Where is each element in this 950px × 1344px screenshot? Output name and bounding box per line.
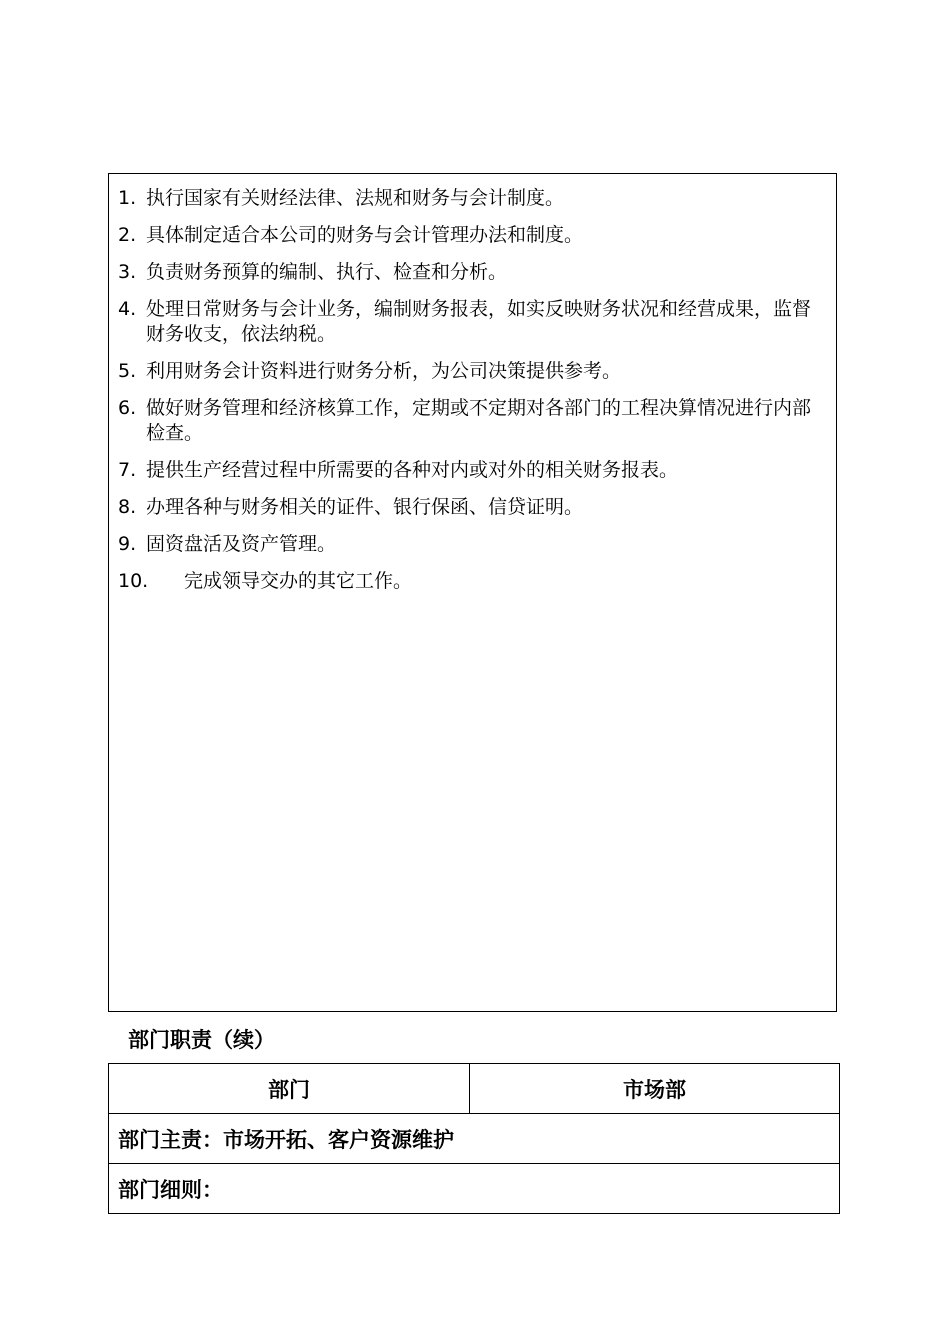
duty-number: 1. <box>118 187 137 209</box>
duty-text: 负责财务预算的编制、执行、检查和分析。 <box>146 261 508 283</box>
duty-number: 10. <box>118 570 149 592</box>
duty-item-4 <box>118 297 828 347</box>
duty-text: 做好财务管理和经济核算工作，定期或不定期对各部门的工程决算情况进行内部检查。 <box>146 397 812 444</box>
duty-number: 7. <box>118 459 137 481</box>
duty-number: 4. <box>118 298 137 320</box>
duty-text: 具体制定适合本公司的财务与会计管理办法和制度。 <box>146 224 584 246</box>
table-row <box>109 1114 840 1164</box>
duty-number: 8. <box>118 496 137 518</box>
duty-item-9 <box>118 532 828 557</box>
department-table <box>108 1063 840 1214</box>
duty-number: 5. <box>118 360 137 382</box>
duty-item-7 <box>118 458 828 483</box>
duties-list <box>109 174 836 594</box>
duty-text: 处理日常财务与会计业务，编制财务报表，如实反映财务状况和经营成果，监督财务收支，依法纳税。 <box>146 298 812 345</box>
duty-number: 3. <box>118 261 137 283</box>
duty-text: 固资盘活及资产管理。 <box>146 533 337 555</box>
department-value-cell: 市场部 <box>470 1064 840 1114</box>
main-duty-cell: 部门主责：市场开拓、客户资源维护 <box>109 1114 840 1164</box>
table-row <box>109 1064 840 1114</box>
duty-item-1 <box>118 186 828 211</box>
duty-item-3 <box>118 260 828 285</box>
duty-item-8 <box>118 495 828 520</box>
duty-text: 提供生产经营过程中所需要的各种对内或对外的相关财务报表。 <box>146 459 679 481</box>
duty-number: 9. <box>118 533 137 555</box>
duty-item-6 <box>118 396 828 446</box>
department-label-cell: 部门 <box>109 1064 470 1114</box>
section-title: 部门职责（续） <box>128 1028 275 1052</box>
duty-text: 利用财务会计资料进行财务分析，为公司决策提供参考。 <box>146 360 622 382</box>
duty-text: 完成领导交办的其它工作。 <box>184 570 413 592</box>
duties-box <box>108 173 837 1012</box>
duty-number: 2. <box>118 224 137 246</box>
duty-item-2 <box>118 223 828 248</box>
duty-number: 6. <box>118 397 137 419</box>
duty-text: 办理各种与财务相关的证件、银行保函、信贷证明。 <box>146 496 584 518</box>
duty-item-10 <box>118 569 828 594</box>
duty-item-5 <box>118 359 828 384</box>
table-row <box>109 1164 840 1214</box>
duty-text: 执行国家有关财经法律、法规和财务与会计制度。 <box>146 187 565 209</box>
details-cell: 部门细则： <box>109 1164 840 1214</box>
